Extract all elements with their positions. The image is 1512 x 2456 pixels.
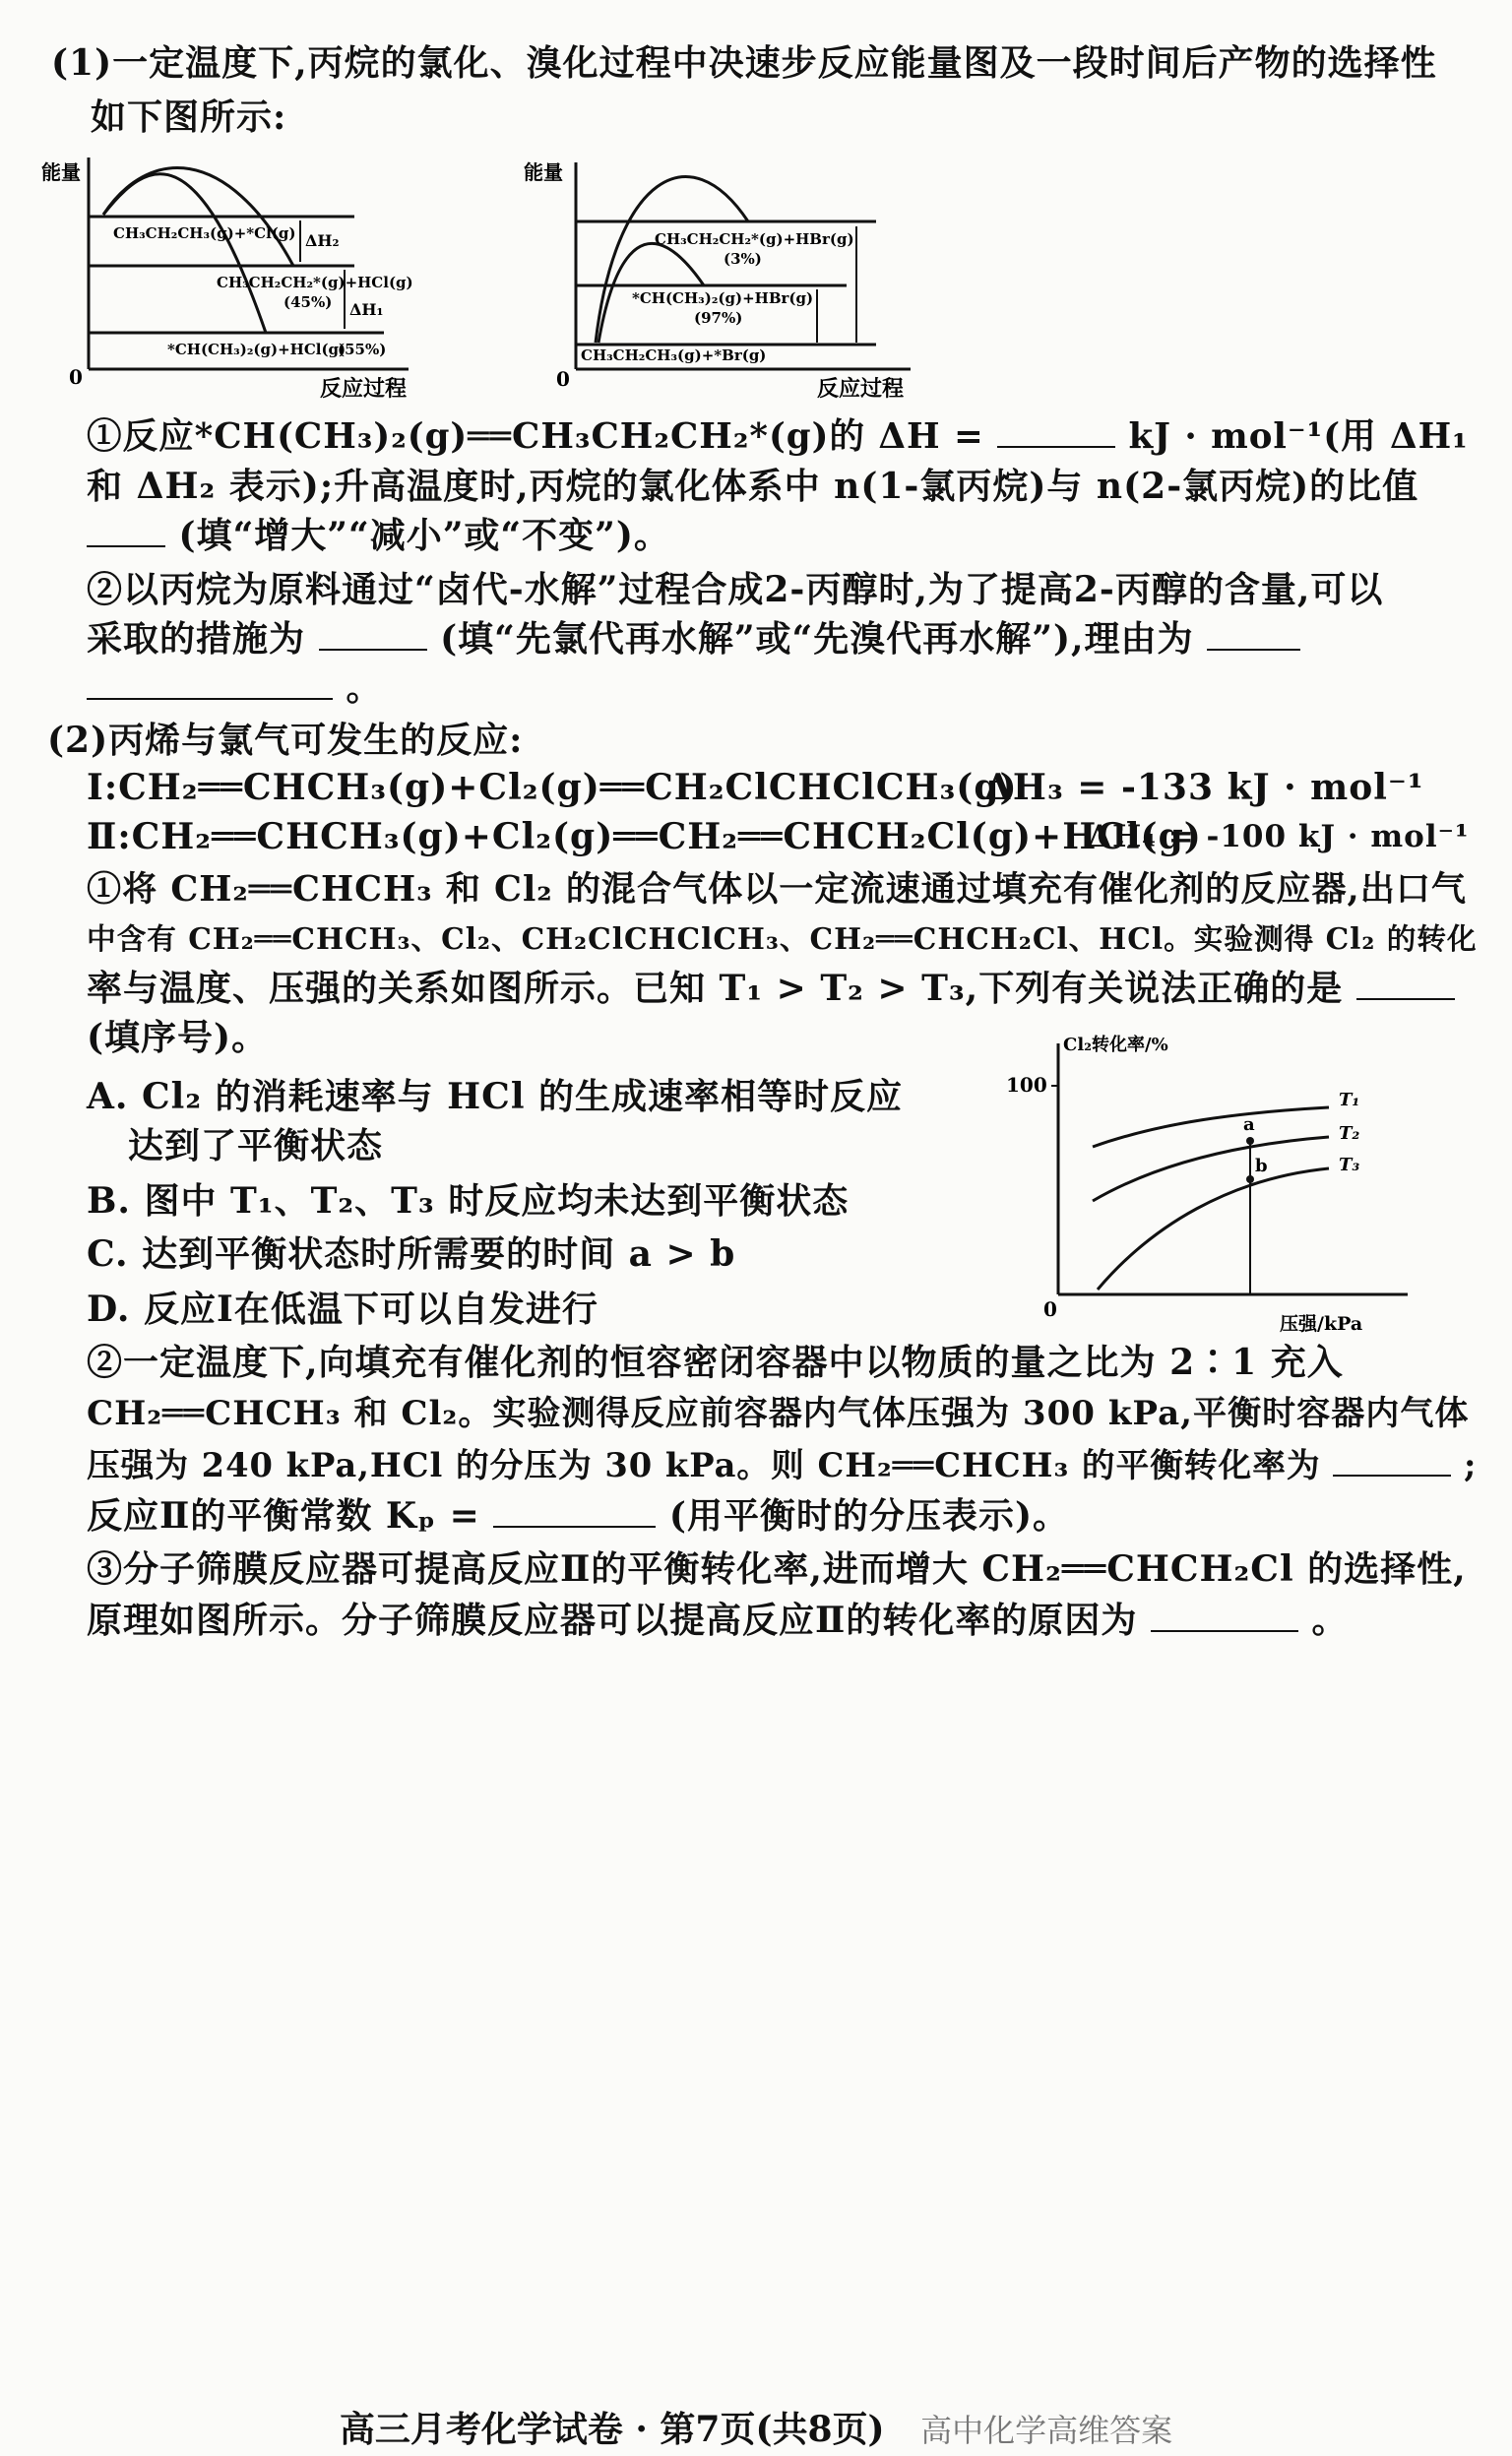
q2-2-conversion-blank[interactable]: [1333, 1443, 1451, 1477]
q2-3-line1: ③分子筛膜反应器可提高反应Ⅱ的平衡转化率,进而增大 CH₂══CHCH₂Cl 的选择性,: [87, 1548, 1467, 1590]
left-label-product1: CH₃CH₂CH₂*(g)+HCl(g): [217, 274, 413, 291]
q2-3-end: 。: [1311, 1600, 1349, 1641]
reaction-2: Ⅱ:CH₂══CHCH₃(g)+Cl₂(g)══CH₂══CHCH₂Cl(g)+HCl(g): [87, 816, 1202, 857]
q1-b-line3: [87, 664, 383, 712]
cl2-conversion-graph: [1004, 1029, 1418, 1363]
q1-b-line2: [87, 615, 1300, 662]
part2-intro: (2)丙烯与氯气可发生的反应:: [47, 720, 524, 761]
q1-a-prefix: ①反应*CH(CH₃)₂(g)══CH₃CH₂CH₂*(g)的 ΔH =: [87, 416, 984, 457]
q1-b-blank-reason[interactable]: [87, 666, 333, 700]
curve-t2-label: T₂: [1339, 1123, 1360, 1144]
q2-2-kp-prompt: 反应Ⅱ的平衡常数 Kₚ =: [87, 1495, 480, 1537]
reaction-2-dh: ΔH₄ = -100 kJ · mol⁻¹: [1088, 819, 1470, 854]
part1-intro-line1: (1)一定温度下,丙烷的氯化、溴化过程中决速步反应能量图及一段时间后产物的选择性: [51, 42, 1437, 84]
energy-diagram-bromination: [522, 148, 915, 404]
q2-2-line3: [87, 1441, 1477, 1488]
q2-2-line1: ②一定温度下,向填充有催化剂的恒容密闭容器中以物质的量之比为 2∶1 充入: [87, 1342, 1344, 1383]
left-origin: 0: [69, 365, 83, 389]
q2-2-kp-hint: (用平衡时的分压表示)。: [668, 1495, 1069, 1537]
right-label-top-sel: (3%): [724, 250, 762, 268]
point-b-dot: [1246, 1175, 1254, 1183]
q2-3-line2: [87, 1597, 1348, 1644]
option-d: D. 反应Ⅰ在低温下可以自发进行: [87, 1289, 598, 1330]
q2-3-blank[interactable]: [1151, 1599, 1298, 1632]
reaction-1-dh: ΔH₃ = -133 kJ · mol⁻¹: [984, 767, 1424, 808]
q2-2-kp-blank[interactable]: [493, 1494, 656, 1528]
left-dh1: ΔH₁: [349, 300, 384, 319]
q1-a-hint: (填“增大”“减小”或“不变”)。: [178, 515, 670, 556]
page-footer: [0, 2402, 1512, 2452]
left-ylabel: 能量: [41, 160, 81, 184]
q2-2-line4: [87, 1492, 1069, 1540]
right-origin: 0: [556, 367, 570, 391]
curve-t3: [1098, 1168, 1329, 1290]
q1-a-blank-dh[interactable]: [997, 414, 1115, 448]
q1-a-line3: [87, 512, 670, 559]
q2-2-semicolon: ;: [1463, 1445, 1478, 1484]
curve-t2: [1093, 1137, 1329, 1201]
q1-a-line1: [87, 413, 1469, 461]
left-label-reactant: CH₃CH₂CH₃(g)+*Cl(g): [113, 224, 296, 242]
q2-2-line2: CH₂══CHCH₃ 和 Cl₂。实验测得反应前容器内气体压强为 300 kPa,平衡时容器内气体: [87, 1394, 1470, 1433]
right-xlabel: 反应过程: [817, 376, 905, 402]
option-b: B. 图中 T₁、T₂、T₃ 时反应均未达到平衡状态: [87, 1180, 850, 1222]
footer-text: 高三月考化学试卷 · 第7页(共8页): [339, 2409, 885, 2450]
q2-1-line2: 中含有 CH₂══CHCH₃、Cl₂、CH₂ClCHClCH₃、CH₂══CHCH₂Cl、HCl。实验测得 Cl₂ 的转化: [87, 921, 1478, 956]
q1-b-line1: ②以丙烷为原料通过“卤代-水解”过程合成2-丙醇时,为了提高2-丙醇的含量,可以: [87, 569, 1384, 610]
graph-xlabel: 压强/kPa: [1280, 1313, 1363, 1335]
graph-ytick-100: 100: [1006, 1073, 1047, 1097]
q2-1-line3: [87, 965, 1455, 1012]
part1-intro-line2: 如下图所示:: [91, 96, 287, 138]
footer-watermark: 高中化学高维答案: [920, 2412, 1173, 2449]
reaction-1: Ⅰ:CH₂══CHCH₃(g)+Cl₂(g)══CH₂ClCHClCH₃(g): [87, 767, 1018, 808]
q1-a-suffix: kJ · mol⁻¹(用 ΔH₁: [1128, 416, 1469, 457]
left-dh2: ΔH₂: [305, 231, 340, 250]
point-a-dot: [1246, 1137, 1254, 1145]
right-label-mid-sel: (97%): [694, 309, 743, 327]
right-label-bottom: CH₃CH₂CH₃(g)+*Br(g): [581, 346, 767, 364]
option-c: C. 达到平衡状态时所需要的时间 a > b: [87, 1233, 736, 1275]
q2-3-prompt: 原理如图所示。分子筛膜反应器可以提高反应Ⅱ的转化率的原因为: [87, 1600, 1138, 1641]
graph-ylabel: Cl₂转化率/%: [1063, 1035, 1168, 1055]
point-b-label: b: [1255, 1156, 1268, 1176]
left-label-product1-sel: (45%): [284, 293, 333, 311]
left-label-product2-sel: (55%): [338, 341, 387, 358]
right-label-top: CH₃CH₂CH₂*(g)+HBr(g): [655, 230, 854, 248]
q2-1-question: 率与温度、压强的关系如图所示。已知 T₁ > T₂ > T₃,下列有关说法正确的是: [87, 968, 1344, 1009]
point-a-label: a: [1243, 1114, 1255, 1135]
right-label-mid: *CH(CH₃)₂(g)+HBr(g): [632, 289, 814, 307]
option-a-line1: A. Cl₂ 的消耗速率与 HCl 的生成速率相等时反应: [87, 1076, 904, 1117]
right-ylabel: 能量: [524, 160, 563, 184]
left-xlabel: 反应过程: [320, 376, 408, 402]
q2-2-conversion-prompt: 压强为 240 kPa,HCl 的分压为 30 kPa。则 CH₂══CHCH₃ 的平衡转化率为: [87, 1445, 1321, 1484]
q1-b-blank-measure[interactable]: [319, 617, 427, 651]
q2-1-answer-blank[interactable]: [1356, 967, 1455, 1000]
curve-t1-label: T₁: [1339, 1090, 1360, 1110]
graph-origin: 0: [1043, 1297, 1057, 1321]
q2-1-line1: ①将 CH₂══CHCH₃ 和 Cl₂ 的混合气体以一定流速通过填充有催化剂的反应器,出口气: [87, 869, 1468, 910]
left-label-product2: *CH(CH₃)₂(g)+HCl(g): [167, 341, 346, 358]
q1-b-prefix: 采取的措施为: [87, 618, 306, 660]
q1-a-blank-ratio[interactable]: [87, 514, 165, 547]
q1-b-end: 。: [346, 667, 383, 709]
energy-diagram-chlorination: [30, 148, 413, 404]
q1-b-blank-reason-start[interactable]: [1207, 617, 1300, 651]
q1-a-line2: 和 ΔH₂ 表示);升高温度时,丙烷的氯化体系中 n(1-氯丙烷)与 n(2-氯丙烷)的比值: [87, 466, 1419, 507]
curve-t3-label: T₃: [1339, 1155, 1360, 1175]
q1-b-suffix: (填“先氯代再水解”或“先溴代再水解”),理由为: [440, 618, 1194, 660]
q2-1-line4: (填序号)。: [87, 1017, 269, 1058]
option-a-line2: 达到了平衡状态: [128, 1125, 384, 1166]
